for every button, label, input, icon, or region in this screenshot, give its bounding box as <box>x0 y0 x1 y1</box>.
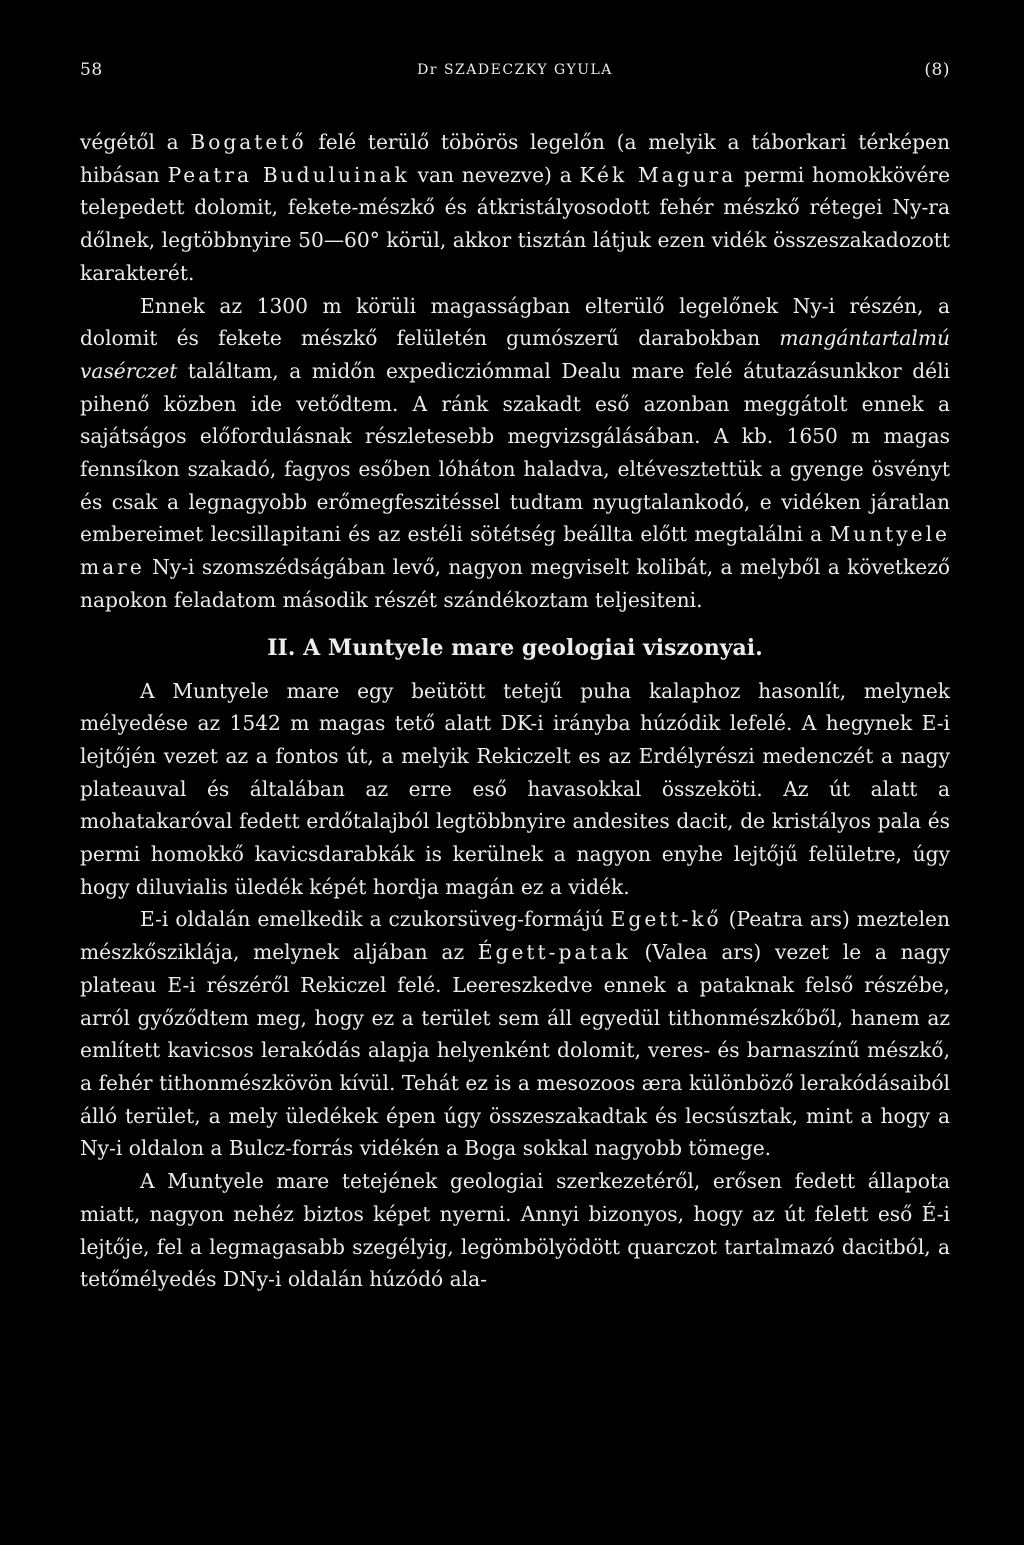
place-name-bogateto: Bogatető <box>190 130 307 154</box>
place-name-egett-ko: Egett-kő <box>610 907 722 932</box>
paragraph-3: A Muntyele mare egy beütött tetejű puha kalaphoz hasonlít, melynek mélyedése az 1542 m magas tető alatt DK-i irányba húzódik lefelé. A hegynek E-i lejtőjén vezet az a fontos út, a melyik Rekiczelt es az Erdélyrészi medenczét a nagy plateauval és általában az erre eső havasokkal összeköti. Az út alatt a mohatakaróval fedett erdőtalajból legtöbbnyire andesites dacit, de kristályos pala és permi homokkő kavicsdarabkák is kerülnek a nagyon enyhe lejtőjű felületre, úgy hogy diluvialis üledék képét hordja magán ez a vidék. <box>80 678 950 899</box>
running-head-author: Dr SZADECZKY GYULA <box>417 62 613 78</box>
paragraph-5: A Muntyele mare tetejének geologiai szerkezetéről, erősen fedett állapota miatt, nagyon nehéz biztos képet nyerni. Annyi bizonyos, hogy az út felett eső É-i lejtője, fel a legmagasabb szegélyig, legömbölyödött quarczot tartalmazó dacitból, a tetőmélyedés DNy-i oldalán húzódó ala- <box>80 1169 950 1292</box>
section-number: (8) <box>924 60 950 80</box>
section-heading: II. A Muntyele mare geologiai viszonyai. <box>267 634 763 661</box>
text-run: E-i oldalán emelkedik a czukorsüveg-formájú <box>140 907 611 932</box>
running-head <box>80 60 950 100</box>
text-run: találtam, a midőn expedicziómmal Dealu mare felé átutazásunkkor déli pihenő közben ide vetődtem. A ránk szakadt eső azonban meggátolt ennek a sajátságos előfordulásnak részletesebb megvizsgálásában. A kb. 1650 m magas fennsíkon szakadó, fagyos esőben lóháton haladva, eltévesztettük a gyenge ösvényt és csak a legnagyobb erőmegfeszitéssel tudtam nyugtalankodó, e vidéken járatlan embereimet lecsillapitani és az estéli sötétség beállta előtt megtalálni a <box>80 358 950 547</box>
body-text <box>80 126 950 1296</box>
italic-term: mangántartalmú vasérczet <box>80 326 950 383</box>
text-run: (Valea ars) vezet le a nagy plateau E-i részéről Rekiczel felé. Leereszkedve ennek a pataknak felső részébe, arról győződtem meg, hogy ez a terület sem áll egyedül tithonmészkőből, hanem az említett kavicsos lerakódás alapja helyenként dolomit, veres- és barnaszínű mészkő, a fehér tithonmészkövön kívül. Tehát ez is a mesozoos æra különböző lerakódásaiból álló terület, a mely üledékek épen úgy összeszakadtak és lecsúsztak, mint a hogy a Ny-i oldalon a Bulcz-forrás vidékén a Boga sokkal nagyobb tömege. <box>80 940 950 1161</box>
text-run: permi homokkövére telepedett dolomit, fekete-mészkő és átkristályosodott fehér mészkő rétegei Ny-ra dőlnek, legtöbbnyire 50—60° körül, akkor tisztán látjuk ezen vidék összeszakadozott karakterét. <box>80 162 951 285</box>
text-run: felé terülő töbörös legelőn (a melyik a táborkari térképen hibásan <box>80 130 950 187</box>
place-name-muntyele-mare: Muntyele mare <box>80 522 950 580</box>
text-run: van nevezve) a <box>409 162 580 187</box>
paragraph-2 <box>80 290 950 617</box>
place-name-kek-magura: Kék Magura <box>579 162 737 187</box>
text-run: végétől a <box>80 130 191 154</box>
place-name-peatra-buduluinak: Peatra Buduluinak <box>167 162 410 187</box>
text-run: (Peatra ars) meztelen mészkőszikláj​a, melynek aljában az <box>80 907 950 965</box>
place-name-egett-patak: Égett-patak <box>477 940 631 965</box>
page-number: 58 <box>80 60 103 80</box>
paragraph-1 <box>80 126 950 290</box>
text-run: Ennek az 1300 m körüli magasságban elterülő legelőnek Ny-i részén, a dolomit és fekete mészkő felületén gumószerű darabokban <box>80 293 950 351</box>
document-page <box>80 60 950 1296</box>
paragraph-4 <box>80 903 950 1165</box>
text-run: Ny-i szomszédságában levő, nagyon megviselt kolibát, a melyből a következő napokon feladatom második részét szándékoztam teljesiteni. <box>80 555 950 612</box>
